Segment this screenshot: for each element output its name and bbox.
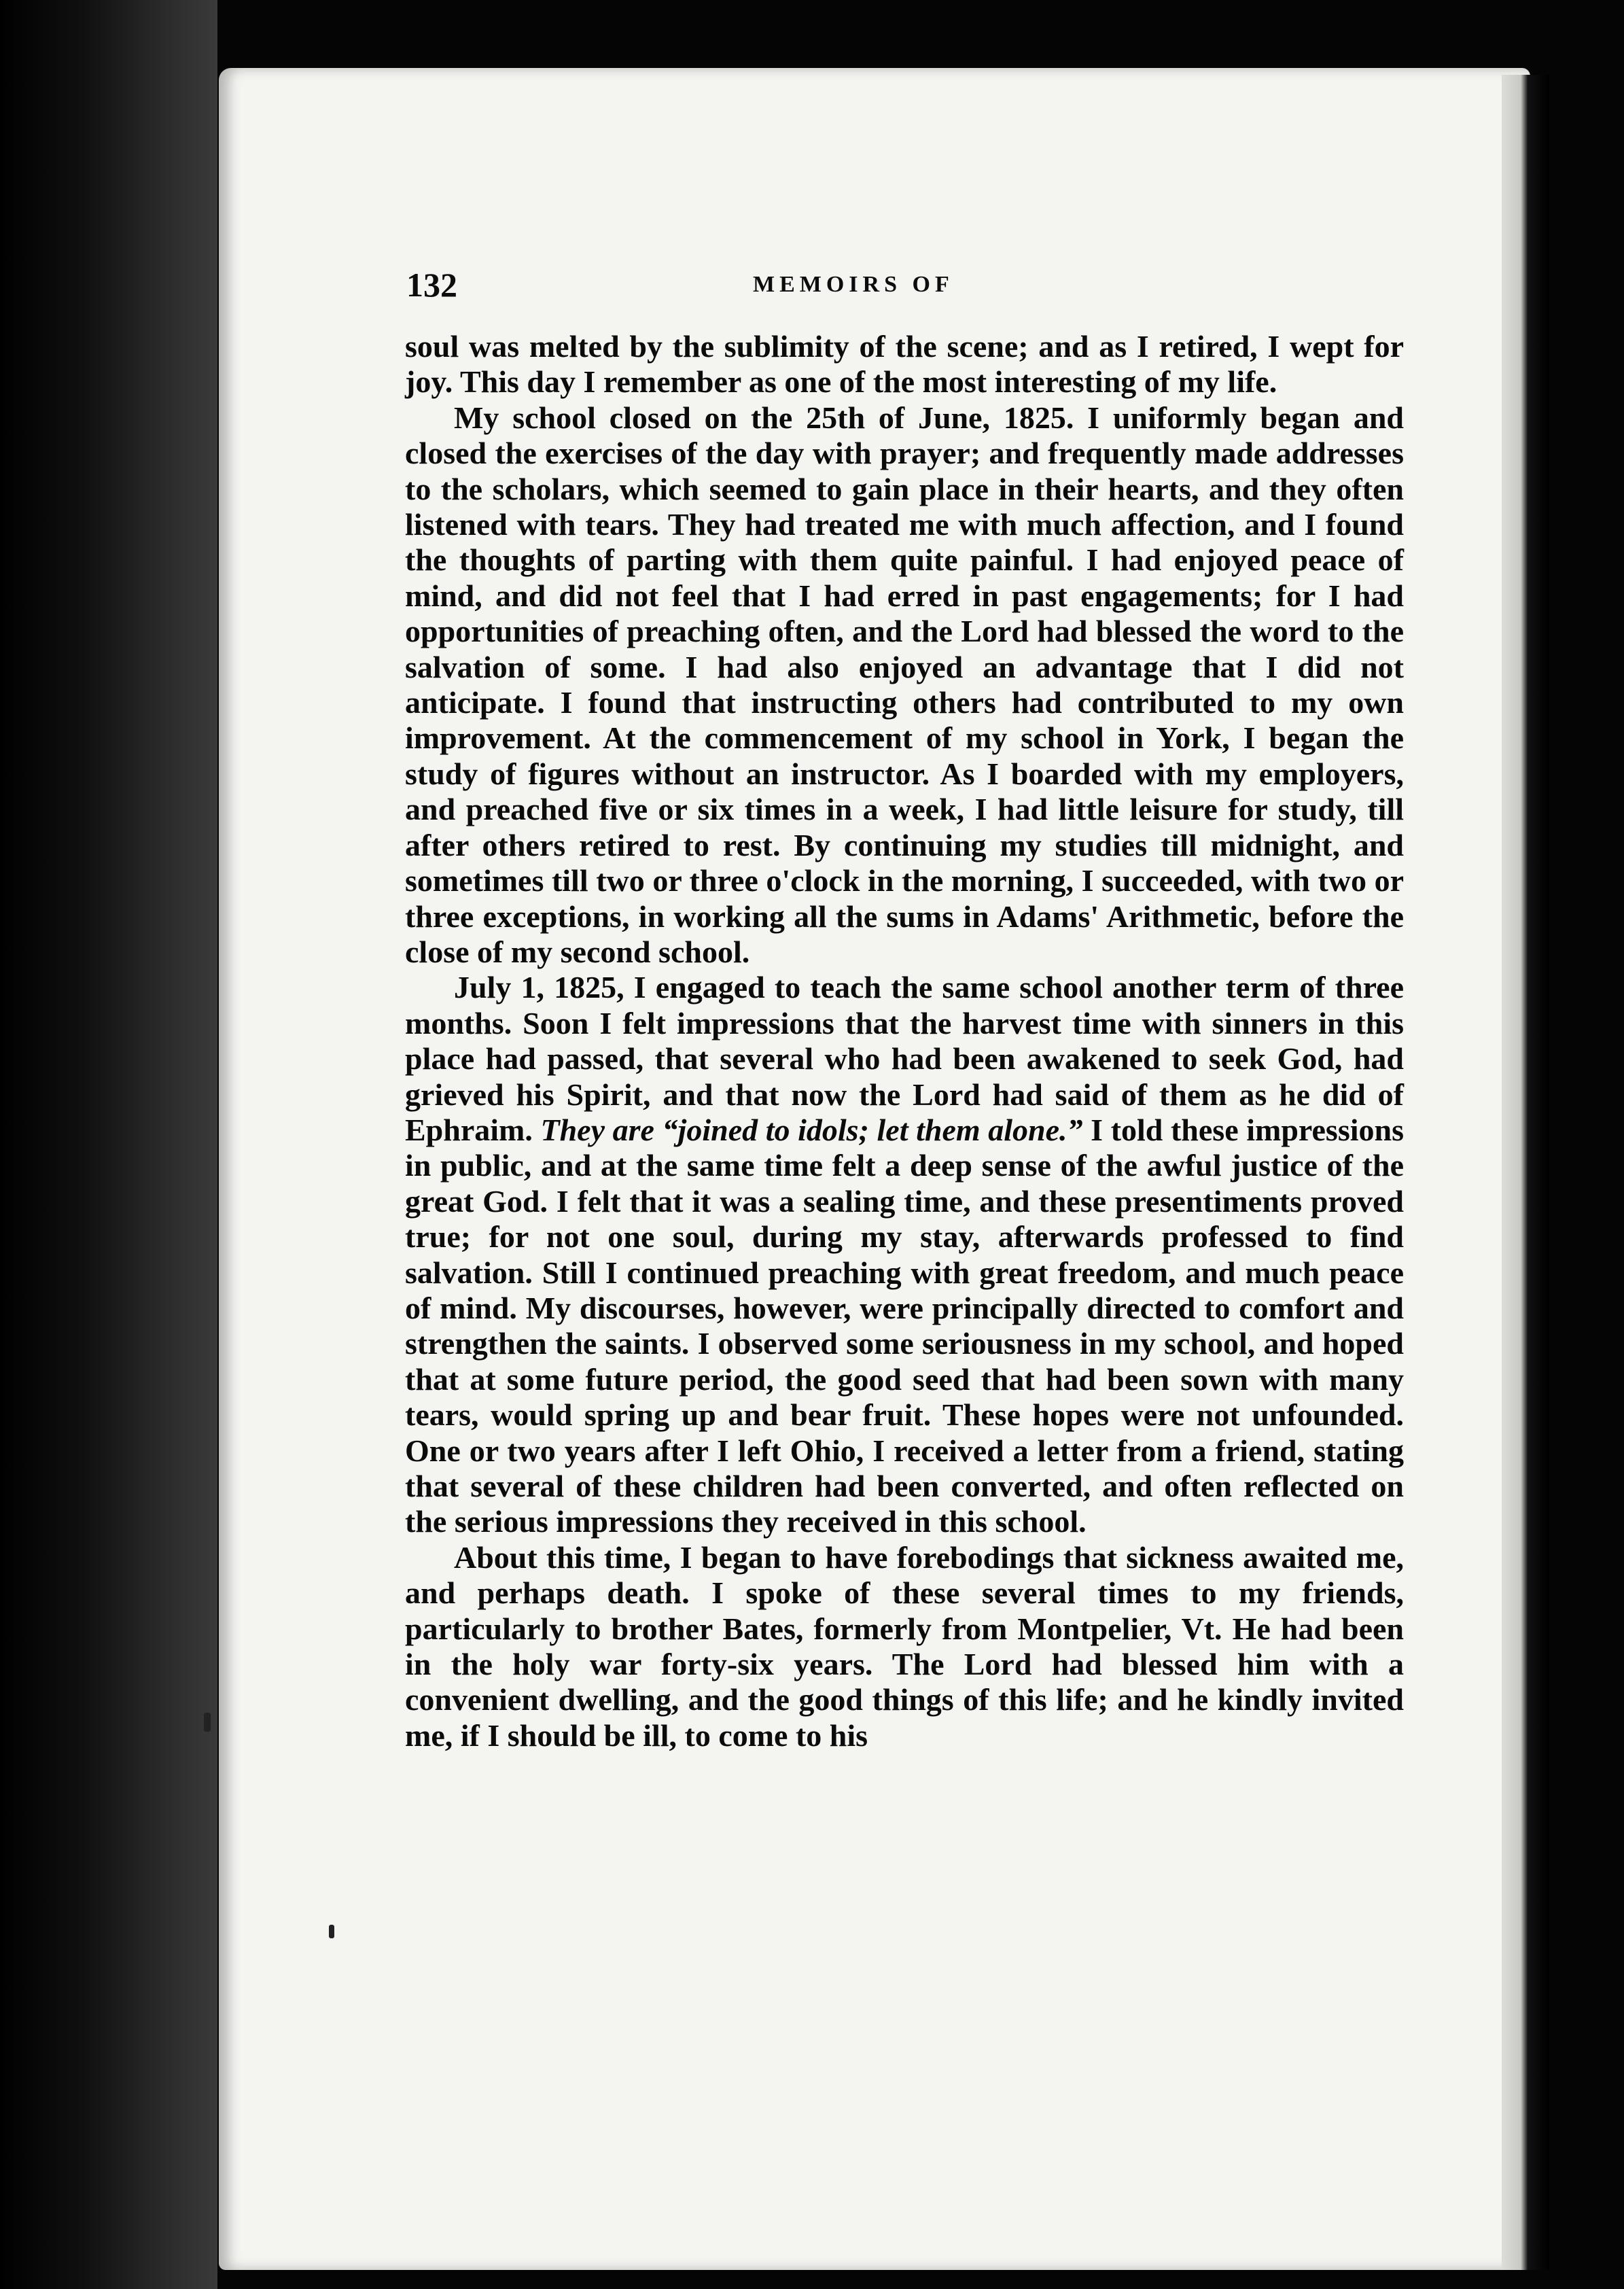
text-run: July 1, 1825, I engaged to teach the same school another term of three months. Soon I felt impressions that the harvest time with sinners in this place had passed, that several who had been awakened to seek God, had grieved his Spirit, and that now the Lord had said of them as he did of Ephraim. (405, 970, 1404, 1147)
text-run: I told these impressions in public, and at the same time felt a deep sense of the awful justice of the great God. I felt that it was a sealing time, and these presentiments proved true; for not one soul, during my stay, afterwards professed to find salvation. Still I continued preaching with great freedom, and much peace of mind. My discourses, however, were principally directed to comfort and strengthen the saints. I observed some seriousness in my school, and hoped that at some future period, the good seed that had been sown with many tears, would spring up and bear fruit. These hopes were not unfounded. One or two years after I left Ohio, I received a letter from a friend, stating that several of these children had been converted, and often reflected on the serious impressions they received in this school. (405, 1112, 1404, 1539)
page-number: 132 (406, 266, 457, 304)
paragraph (405, 329, 1404, 400)
running-head (406, 265, 1405, 313)
paragraph (405, 400, 1404, 971)
book-binding-shadow (0, 0, 217, 2289)
margin-speck-1 (204, 1713, 211, 1732)
body-text (405, 329, 1404, 1753)
paragraph (405, 970, 1404, 1540)
margin-speck-2 (329, 1925, 334, 1938)
page-right-edge (1502, 75, 1549, 2270)
running-head-title: MEMOIRS OF (753, 272, 954, 297)
text-run: About this time, I began to have forebodings that sickness awaited me, and perhaps death. I spoke of these several times to my friends, particularly to brother Bates, formerly from Montpelier, Vt. He had been in the holy war forty-six years. The Lord had blessed him with a convenient dwelling, and the good things of this life; and he kindly invited me, if I should be ill, to come to his (405, 1539, 1404, 1753)
italic-quote: They are “joined to idols; let them alone.” (540, 1112, 1083, 1147)
text-run: soul was melted by the sublimity of the scene; and as I retired, I wept for joy. This day I remember as one of the most interesting of my life. (405, 329, 1404, 400)
text-run: My school closed on the 25th of June, 1825. I uniformly began and closed the exercises of the day with prayer; and frequently made addresses to the scholars, which seemed to gain place in their hearts, and they often listened with tears. They had treated me with much affection, and I found the thoughts of parting with them quite painful. I had enjoyed peace of mind, and did not feel that I had erred in past engagements; for I had opportunities of preaching often, and the Lord had blessed the word to the salvation of some. I had also enjoyed an advantage that I did not anticipate. I found that instructing others had contributed to my own improvement. At the commencement of my school in York, I began the study of figures without an instructor. As I boarded with my employers, and preached five or six times in a week, I had little leisure for study, till after others retired to rest. By continuing my studies till midnight, and sometimes till two or three o'clock in the morning, I succeeded, with two or three exceptions, in working all the sums in Adams' Arithmetic, before the close of my second school. (405, 400, 1404, 969)
paragraph (405, 1540, 1404, 1753)
